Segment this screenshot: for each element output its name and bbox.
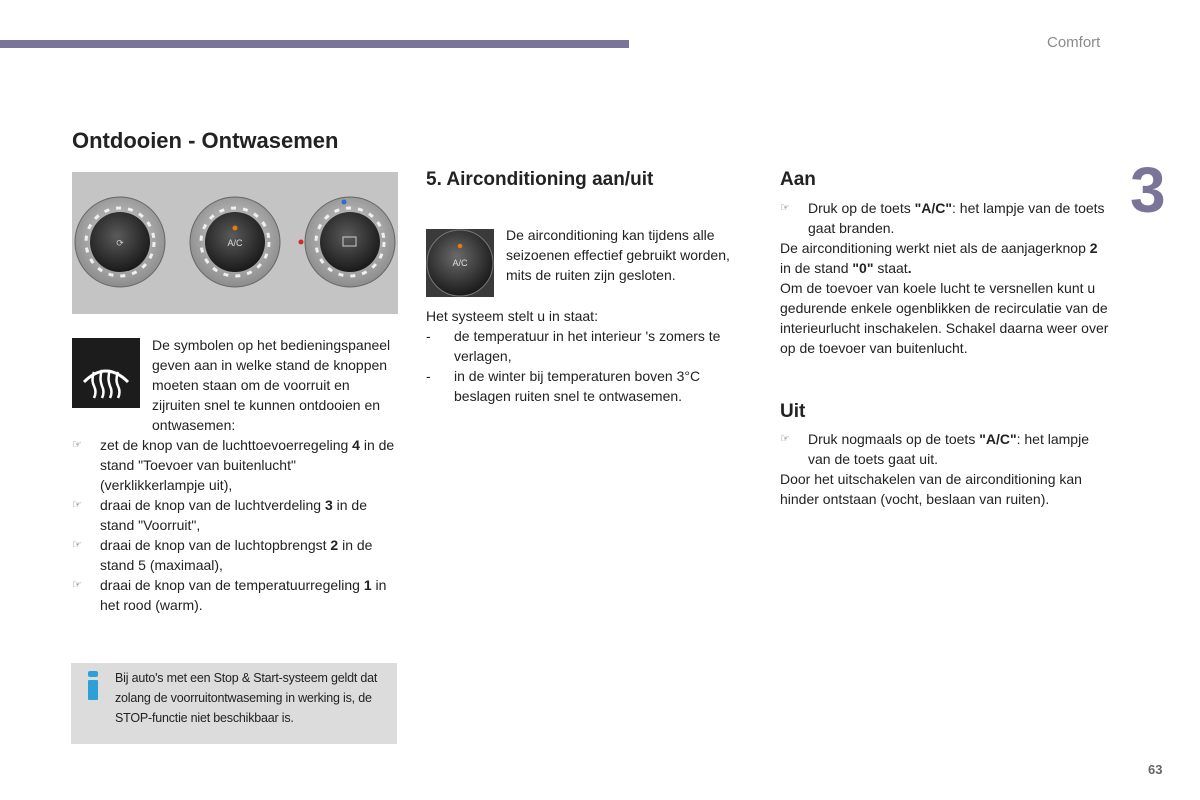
ac-button-label: A/C bbox=[452, 258, 468, 268]
uit-heading: Uit bbox=[780, 401, 806, 422]
list-item: ☞ zet de knop van de luchttoevoerregeling 4 in de stand "Toevoer van buitenlucht" (verklikkerlampje uit), bbox=[72, 437, 395, 493]
header-bar bbox=[0, 40, 629, 48]
page-title: Ontdooien - Ontwasemen bbox=[72, 128, 339, 153]
list-item: ☞ draai de knop van de luchtverdeling 3 in de stand "Voorruit", bbox=[72, 497, 367, 533]
list-item: - de temperatuur in het interieur 's zomers te verlagen, bbox=[426, 328, 721, 364]
chapter-number: 3 bbox=[1130, 154, 1166, 226]
uit-text bbox=[780, 429, 1110, 509]
ac-heading: 5. Airconditioning aan/uit bbox=[426, 169, 654, 190]
knob-ac bbox=[190, 197, 280, 287]
page-number: 63 bbox=[1148, 762, 1163, 777]
hand-icon: ☞ bbox=[72, 499, 82, 511]
defrost-intro: De symbolen op het bedieningspaneel geven aan in welke stand de knoppen moeten staan om de voorruit en zijruiten snel te kunnen ontdooien en ontwasemen: bbox=[152, 337, 391, 433]
defrost-icon bbox=[72, 338, 140, 408]
info-box bbox=[71, 663, 397, 744]
svg-text:⟳: ⟳ bbox=[116, 238, 124, 248]
hand-icon: ☞ bbox=[72, 439, 82, 451]
knob-airflow bbox=[75, 197, 165, 287]
info-text: Bij auto's met een Stop & Start-systeem geldt dat zolang de voorruitontwaseming in werking is, de STOP-functie niet beschikbaar is. bbox=[115, 671, 378, 725]
ac-description: De airconditioning kan tijdens alle seizoenen effectief gebruikt worden, mits de ruiten zijn gesloten. bbox=[506, 227, 730, 283]
hand-icon: ☞ bbox=[780, 202, 790, 214]
ac-button-image bbox=[426, 229, 494, 297]
aan-paragraph-1: De airconditioning werkt niet als de aanjagerknop 2 in de stand "0" staat. bbox=[780, 240, 1098, 276]
info-icon bbox=[87, 671, 99, 697]
hand-icon: ☞ bbox=[72, 579, 82, 591]
hand-icon: ☞ bbox=[780, 433, 790, 445]
list-item: ☞ Druk nogmaals op de toets "A/C": het lampje van de toets gaat uit. bbox=[780, 431, 1089, 467]
control-panel-image bbox=[72, 172, 398, 314]
defrost-steps bbox=[72, 435, 402, 615]
list-item: ☞ Druk op de toets "A/C": het lampje van de toets gaat branden. bbox=[780, 200, 1105, 236]
list-item: - in de winter bij temperaturen boven 3°C beslagen ruiten snel te ontwasemen. bbox=[426, 368, 701, 404]
section-label: Comfort bbox=[1047, 34, 1101, 51]
hand-icon: ☞ bbox=[72, 539, 82, 551]
ac-list bbox=[426, 326, 756, 406]
knob-temperature bbox=[299, 197, 396, 287]
list-item: ☞ draai de knop van de temperatuurregeling 1 in het rood (warm). bbox=[72, 577, 387, 613]
uit-paragraph: Door het uitschakelen van de airconditioning kan hinder ontstaan (vocht, beslaan van ruiten). bbox=[780, 471, 1082, 507]
aan-text bbox=[780, 198, 1110, 358]
ac-lead: Het systeem stelt u in staat: bbox=[426, 308, 598, 324]
aan-heading: Aan bbox=[780, 169, 816, 190]
aan-paragraph-2: Om de toevoer van koele lucht te versnellen kunt u gedurende enkele ogenblikken de recirculatie van de interieurlucht inschakelen. Schakel daarna weer over op de toevoer van buitenlucht. bbox=[780, 280, 1109, 356]
panel-ac-label: A/C bbox=[227, 238, 243, 248]
list-item: ☞ draai de knop van de luchtopbrengst 2 in de stand 5 (maximaal), bbox=[72, 537, 373, 573]
